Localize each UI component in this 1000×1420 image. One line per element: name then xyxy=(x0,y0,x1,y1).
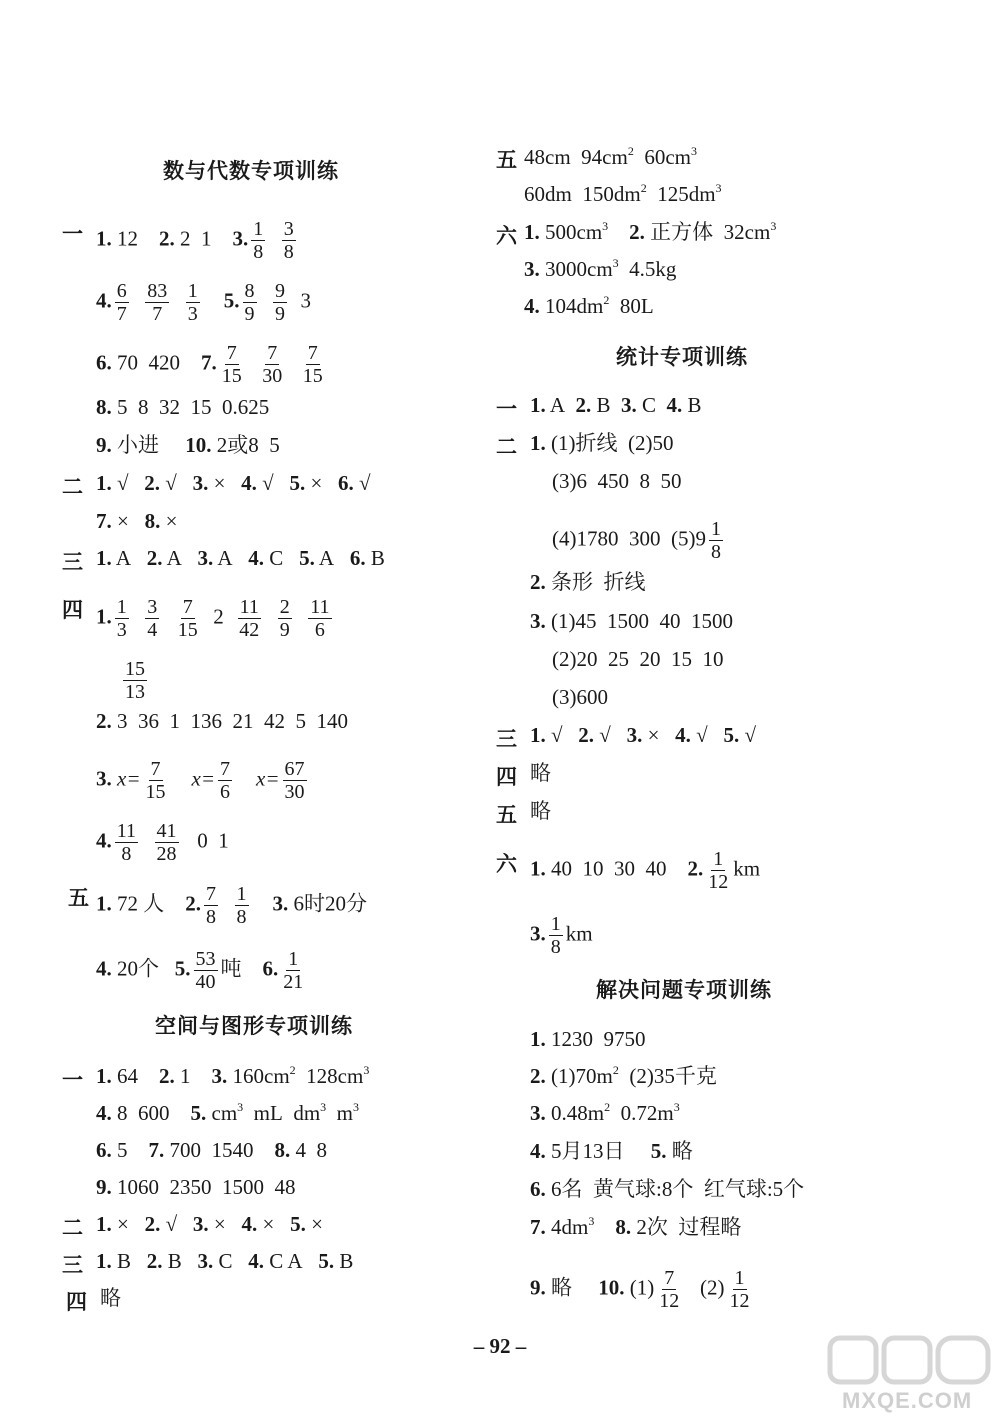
fraction: $\frac{11}{8}$ xyxy=(116,820,137,865)
answer-row: 3. $0.48m^2$ $0.72m^3$ xyxy=(530,1100,680,1125)
answer-row: 9. 小进 10. 2或8 5 xyxy=(96,433,280,457)
answer-row: 2. 条形 折线 xyxy=(530,570,646,594)
fraction: $\frac{11}{42}$ xyxy=(239,596,260,641)
fraction: $\frac{53}{40}$ xyxy=(195,948,216,993)
section-label: 三 xyxy=(496,727,517,751)
section-label: 一 xyxy=(62,1068,83,1092)
section-label: 一 xyxy=(62,222,83,246)
fraction: $\frac{9}{9}$ xyxy=(275,280,285,325)
fraction: $\frac{7}{15}$ xyxy=(177,596,198,641)
answer-row: 4. $\frac{11}{8}$ $\frac{41}{28}$ 0 1 xyxy=(96,820,229,865)
answer-row: (4)1780 300 (5)9 $\frac{1}{8}$ xyxy=(552,518,721,563)
answer-row: 4. 8 600 5. $cm^3$ mL $dm^3$ $m^3$ xyxy=(96,1100,360,1125)
answer-row: 略 xyxy=(530,799,551,823)
section-label: 四 xyxy=(66,1290,87,1314)
answer-row: 2. $(1)70m^2$ (2)35千克 xyxy=(530,1063,717,1088)
fraction: $\frac{1}{8}$ xyxy=(236,883,247,928)
fraction: $\frac{1}{3}$ xyxy=(116,596,127,641)
answer-row: 6. 70 420 7. $\frac{7}{15}$ $\frac{7}{30}$ $\frac{7}{15}$ xyxy=(96,342,323,387)
answer-row: 48cm $94cm^2$ $60cm^3$ xyxy=(524,144,697,169)
section-label: 五 xyxy=(496,803,517,827)
answer-row: 7. × 8. × xyxy=(96,509,178,533)
section-title-statistics: 统计专项训练 xyxy=(616,345,748,369)
answer-row: 1. $500cm^3$ 2. 正方体 $32cm^3$ xyxy=(524,219,777,244)
fraction: $\frac{1}{12}$ xyxy=(729,1267,750,1312)
fraction: $\frac{7}{8}$ xyxy=(206,883,216,928)
answer-row: 4. $104dm^2$ 80L xyxy=(524,293,654,318)
answer-row: 1. √ 2. √ 3. × 4. √ 5. √ xyxy=(530,723,756,747)
answer-row: 略 xyxy=(530,761,551,785)
answer-row: 9. 1060 2350 1500 48 xyxy=(96,1175,296,1199)
answer-row: (3)600 xyxy=(552,685,608,709)
fraction: $\frac{7}{15}$ xyxy=(145,758,166,803)
section-label: 二 xyxy=(62,475,83,499)
page-number: – 92 – xyxy=(473,1334,527,1358)
answer-row: 1. 64 2. 1 3. $160cm^2$ $128cm^3$ xyxy=(96,1063,370,1088)
fraction: $\frac{1}{3}$ xyxy=(187,280,198,325)
fraction: $\frac{1}{12}$ xyxy=(708,848,729,893)
fraction: $\frac{2}{9}$ xyxy=(279,596,290,641)
answer-row xyxy=(120,658,150,703)
answer-row: 1. (1)折线 (2)50 xyxy=(530,431,674,455)
section-label: 六 xyxy=(496,224,517,248)
fraction: $\frac{15}{13}$ xyxy=(125,658,145,703)
fraction: $\frac{3}{8}$ xyxy=(283,218,294,263)
answer-row: 7. $4dm^3$ 8. 2次 过程略 xyxy=(530,1214,742,1239)
section-label: 五 xyxy=(496,148,517,172)
section-label: 四 xyxy=(62,598,83,622)
answer-row: 1. $\frac{1}{3}$ $\frac{3}{4}$ $\frac{7}{15}$ 2 $\frac{11}{42}$ $\frac{2}{9}$ $\frac{11}{6}$ xyxy=(96,596,330,641)
answer-row: 略 xyxy=(100,1286,121,1310)
answer-row: 4. 5月13日 5. 略 xyxy=(530,1139,693,1163)
answer-row: 8. 5 8 32 15 0.625 xyxy=(96,395,270,419)
answer-row: (2)20 25 20 15 10 xyxy=(552,647,724,671)
answer-row: 3. $\frac{1}{8}$ km xyxy=(530,913,593,958)
answer-row: 1. 40 10 30 40 2. $\frac{1}{12}$ km xyxy=(530,848,761,893)
answer-row: 1. A 2. A 3. A 4. C 5. A 6. B xyxy=(96,546,385,570)
answer-row: 1. 72 人 2. $\frac{7}{8}$ $\frac{1}{8}$ 3. 6时20分 xyxy=(96,883,367,928)
answer-row: 1. 12 2. 2 1 3. $\frac{1}{8}$ $\frac{3}{8}$ xyxy=(96,218,294,263)
answer-row: 1. 1230 9750 xyxy=(530,1027,646,1051)
section-label: 三 xyxy=(62,1253,83,1277)
answer-row: 3. $3000cm^3$ 4.5kg xyxy=(524,256,677,281)
fraction: $\frac{41}{28}$ xyxy=(156,820,177,865)
fraction: $\frac{1}{8}$ xyxy=(711,518,721,563)
fraction: $\frac{7}{12}$ xyxy=(659,1267,680,1312)
section-title-problem-solving: 解决问题专项训练 xyxy=(596,978,772,1002)
section-label: 一 xyxy=(496,397,517,421)
section-label: 五 xyxy=(68,886,89,910)
watermark-text: MXQE.COM xyxy=(842,1388,973,1413)
answer-row: 6. 5 7. 700 1540 8. 4 8 xyxy=(96,1138,327,1162)
answer-row: 3. (1)45 1500 40 1500 xyxy=(530,609,733,633)
fraction: $\frac{67}{30}$ xyxy=(284,758,305,803)
fraction: $\frac{7}{15}$ xyxy=(221,342,242,387)
fraction: $\frac{3}{4}$ xyxy=(147,596,158,641)
fraction: $\frac{1}{21}$ xyxy=(283,948,304,993)
section-label: 二 xyxy=(496,435,517,459)
section-label: 二 xyxy=(62,1216,83,1240)
answer-row: 4. 20个 5. $\frac{53}{40}$ 吨 6. $\frac{1}{21}$ xyxy=(96,948,304,993)
answer-row: 1. A 2. B 3. C 4. B xyxy=(530,393,702,417)
answer-row: 1. B 2. B 3. C 4. C A 5. B xyxy=(96,1249,354,1273)
fraction: $\frac{7}{6}$ xyxy=(220,758,230,803)
answer-row: 60dm $150dm^2$ $125dm^3$ xyxy=(524,181,722,206)
answer-row: 2. 3 36 1 136 21 42 5 140 xyxy=(96,709,348,733)
section-label: 三 xyxy=(62,550,83,574)
fraction: $\frac{1}{8}$ xyxy=(550,913,561,958)
fraction: $\frac{1}{8}$ xyxy=(253,218,264,263)
fraction: $\frac{6}{7}$ xyxy=(116,280,127,325)
answer-row: (3)6 450 8 50 xyxy=(552,469,682,493)
fraction: $\frac{7}{30}$ xyxy=(262,342,283,387)
section-label: 六 xyxy=(496,852,517,876)
section-title-space-geometry: 空间与图形专项训练 xyxy=(155,1014,353,1038)
fraction: $\frac{8}{9}$ xyxy=(244,280,255,325)
fraction: $\frac{83}{7}$ xyxy=(147,280,168,325)
fraction: $\frac{11}{6}$ xyxy=(310,596,330,641)
fraction: $\frac{7}{15}$ xyxy=(302,342,323,387)
answer-row: 3. x= $\frac{7}{15}$ x= $\frac{7}{6}$ x= $\frac{67}{30}$ xyxy=(96,758,305,803)
answer-row: 1. × 2. √ 3. × 4. × 5. × xyxy=(96,1212,323,1236)
section-label: 四 xyxy=(496,765,517,789)
section-title-number-algebra: 数与代数专项训练 xyxy=(163,159,339,183)
answer-row: 9. 略 10. (1) $\frac{7}{12}$ (2) $\frac{1}{12}$ xyxy=(530,1267,750,1312)
answer-row: 4. $\frac{6}{7}$ $\frac{83}{7}$ $\frac{1}{3}$ 5. $\frac{8}{9}$ $\frac{9}{9}$ 3 xyxy=(96,280,311,325)
answer-row: 6. 6名 黄气球:8个 红气球:5个 xyxy=(530,1177,805,1201)
answer-row: 1. √ 2. √ 3. × 4. √ 5. × 6. √ xyxy=(96,471,371,495)
